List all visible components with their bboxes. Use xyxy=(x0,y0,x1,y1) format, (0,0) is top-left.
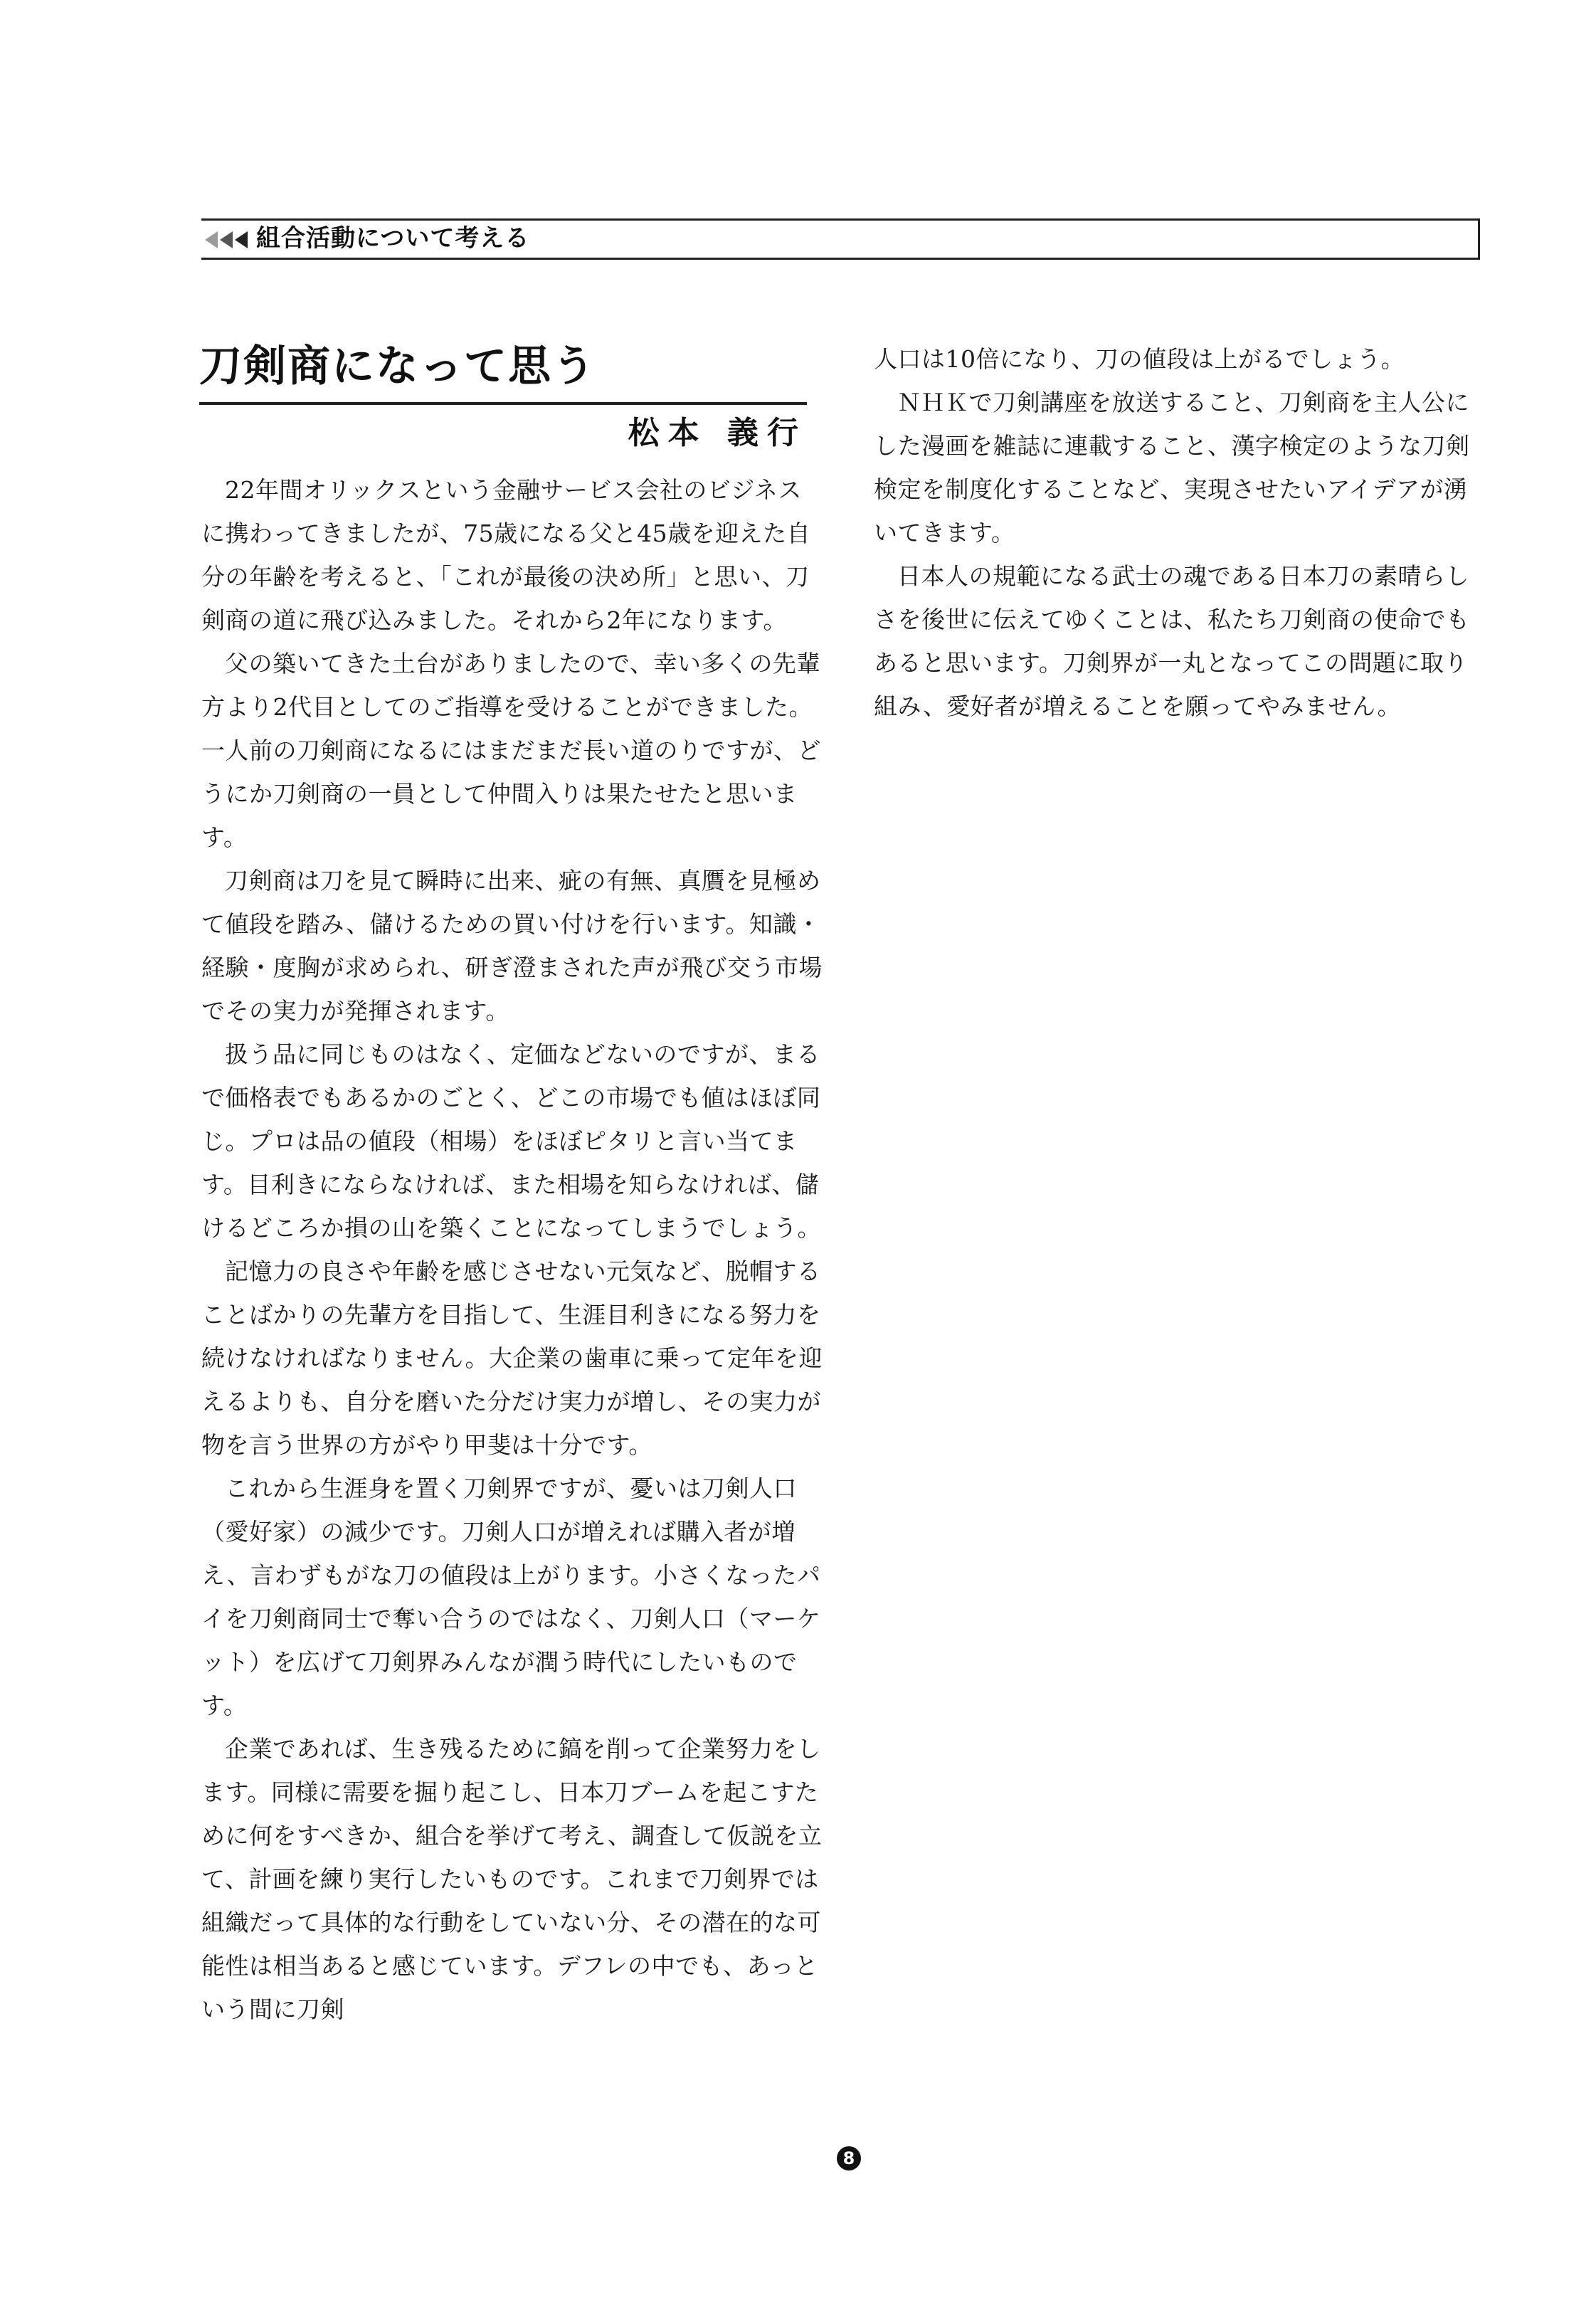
paragraph: 22年間オリックスという金融サービス会社のビジネスに携わってきましたが、75歳になる父と45歳を迎えた自分の年齢を考えると、「これが最後の決め所」と思い、刀剣商の道に飛び込みました。それから2年になります。 xyxy=(201,476,811,634)
paragraph: 人口は10倍になり、刀の値段は上がるでしょう。 xyxy=(874,345,1405,373)
left-triangle-icon xyxy=(235,231,248,248)
page-number: 8 xyxy=(837,2146,861,2170)
paragraph: 企業であれば、生き残るために鎬を削って企業努力をします。同様に需要を掘り起こし、日本刀ブームを起こすために何をすべきか、組合を挙げて考え、調査して仮説を立て、計画を練り実行したいものです。これまで刀剣界では組織だって具体的な行動をしていない分、その潜在的な可能性は相当あると感じています。デフレの中でも、あっという間に刀剣 xyxy=(201,1735,823,2023)
paragraph: これから生涯身を置く刀剣界ですが、憂いは刀剣人口（愛好家）の減少です。刀剣人口が増えれば購入者が増え、言わずもがな刀の値段は上がります。小さくなったパイを刀剣商同士で奪い合うのではなく、刀剣人口（マーケット）を広げて刀剣界みんなが潤う時代にしたいものです。 xyxy=(201,1475,821,1719)
paragraph: 刀剣商は刀を見て瞬時に出来、疵の有無、真贋を見極めて値段を踏み、儲けるための買い付けを行います。知識・経験・度胸が求められ、研ぎ澄まされた声が飛び交う市場でその実力が発揮されます。 xyxy=(201,867,823,1025)
header-arrows xyxy=(205,228,250,252)
title-underline xyxy=(199,402,807,405)
article-title: 刀剣商になって思う xyxy=(199,342,596,391)
left-triangle-icon xyxy=(205,231,218,248)
paragraph: 記憶力の良さや年齢を感じさせない元気など、脱帽することばかりの先輩方を目指して、生涯目利きになる努力を続けなければなりません。大企業の歯車に乗って定年を迎えるよりも、自分を磨いた分だけ実力が増し、その実力が物を言う世界の方がやり甲斐は十分です。 xyxy=(201,1257,823,1459)
section-label: 組合活動について考える xyxy=(256,224,530,253)
paragraph: 父の築いてきた土台がありましたので、幸い多くの先輩方より2代目としてのご指導を受けることができました。一人前の刀剣商になるにはまだまだ長い道のりですが、どうにか刀剣商の一員として仲間入りは果たせたと思います。 xyxy=(201,650,821,851)
left-column xyxy=(201,468,825,2031)
right-column xyxy=(874,337,1486,728)
paragraph: ＮＨＫで刀剣講座を放送すること、刀剣商を主人公にした漫画を雑誌に連載すること、漢字検定のような刀剣検定を制度化することなど、実現させたいアイデアが湧いてきます。 xyxy=(874,389,1470,547)
paragraph: 日本人の規範になる武士の魂である日本刀の素晴らしさを後世に伝えてゆくことは、私たち刀剣商の使命でもあると思います。刀剣界が一丸となってこの問題に取り組み、愛好者が増えることを願ってやみません。 xyxy=(874,562,1470,720)
paragraph: 扱う品に同じものはなく、定価などないのですが、まるで価格表でもあるかのごとく、どこの市場でも値はほぼ同じ。プロは品の値段（相場）をほぼピタリと言い当てます。目利きにならなければ、また相場を知らなければ、儲けるどころか損の山を築くことになってしまうでしょう。 xyxy=(201,1040,821,1242)
left-triangle-icon xyxy=(220,231,233,248)
author-name: 松本 義行 xyxy=(628,415,807,451)
